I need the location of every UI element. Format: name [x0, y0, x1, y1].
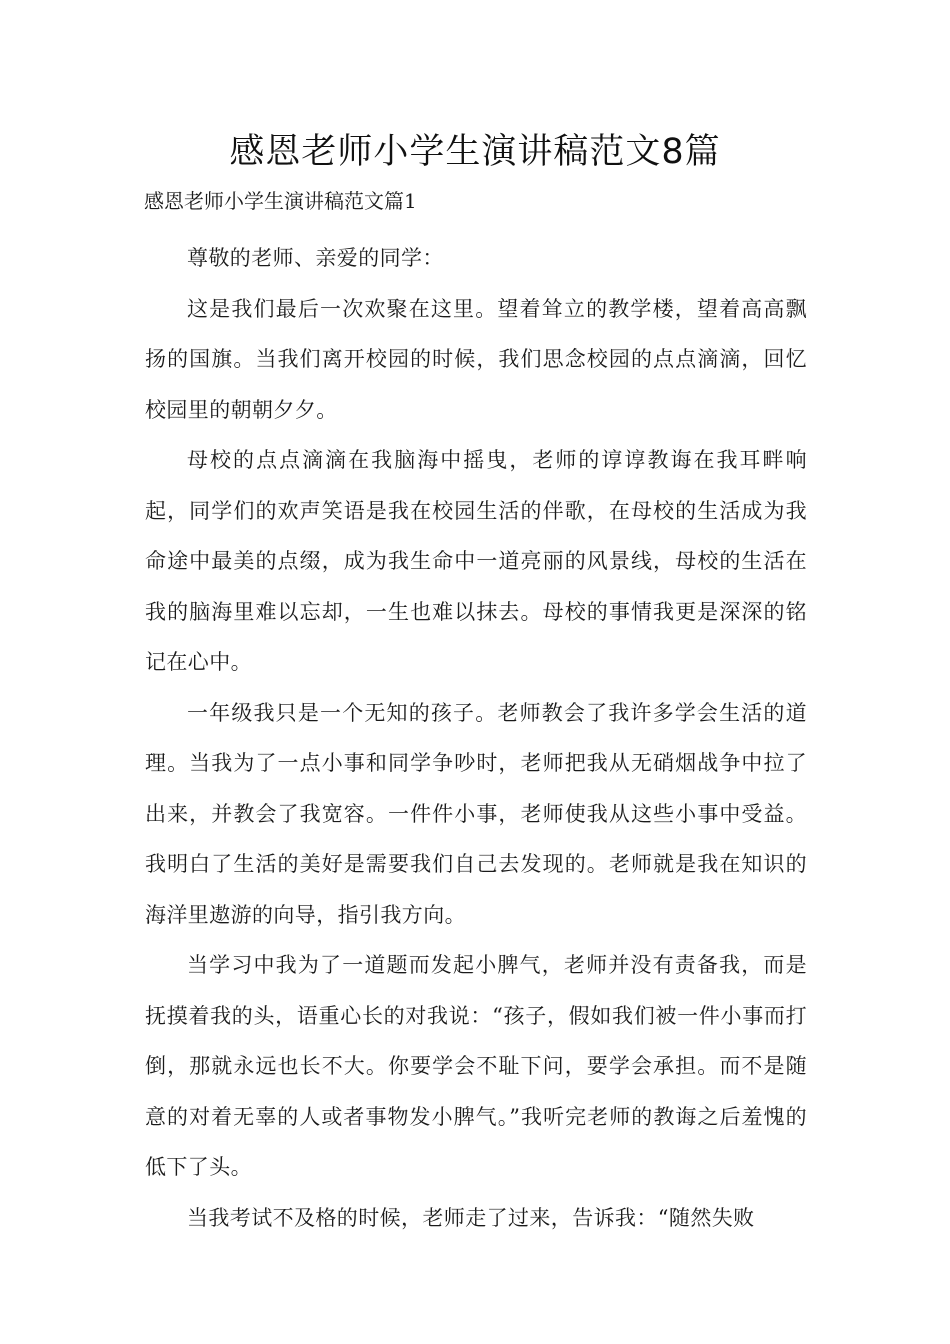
- document-title: 感恩老师小学生演讲稿范文8篇: [229, 132, 721, 172]
- paragraph: 母校的点点滴滴在我脑海中摇曳，老师的谆谆教诲在我耳畔响起，同学们的欢声笑语是我在校园生活的伴歌，在母校的生活成为我命途中最美的点缀，成为我生命中一道亮丽的风景线，母校的生活在我的脑海里难以忘却，一生也难以抹去。母校的事情我更是深深的铭记在心中。: [145, 448, 807, 674]
- paragraph: 当学习中我为了一道题而发起小脾气，老师并没有责备我，而是抚摸着我的头，语重心长的对我说：“孩子，假如我们被一件小事而打倒，那就永远也长不大。你要学会不耻下问，要学会承担。而不是随意的对着无辜的人或者事物发小脾气。”我听完老师的教诲之后羞愧的低下了头。: [145, 953, 807, 1179]
- section-heading: 感恩老师小学生演讲稿范文篇1: [144, 189, 417, 213]
- paragraph: 当我考试不及格的时候，老师走了过来，告诉我：“随然失败: [187, 1205, 755, 1230]
- document-body: [145, 233, 807, 1243]
- paragraph: 一年级我只是一个无知的孩子。老师教会了我许多学会生活的道理。当我为了一点小事和同学争吵时，老师把我从无硝烟战争中拉了出来，并教会了我宽容。一件件小事，老师使我从这些小事中受益。我明白了生活的美好是需要我们自己去发现的。老师就是我在知识的海洋里遨游的向导，指引我方向。: [145, 700, 807, 927]
- paragraph: 这是我们最后一次欢聚在这里。望着耸立的教学楼，望着高高飘扬的国旗。当我们离开校园的时候，我们思念校园的点点滴滴，回忆校园里的朝朝夕夕。: [145, 296, 807, 422]
- paragraph-salutation: 尊敬的老师、亲爱的同学：: [187, 246, 444, 270]
